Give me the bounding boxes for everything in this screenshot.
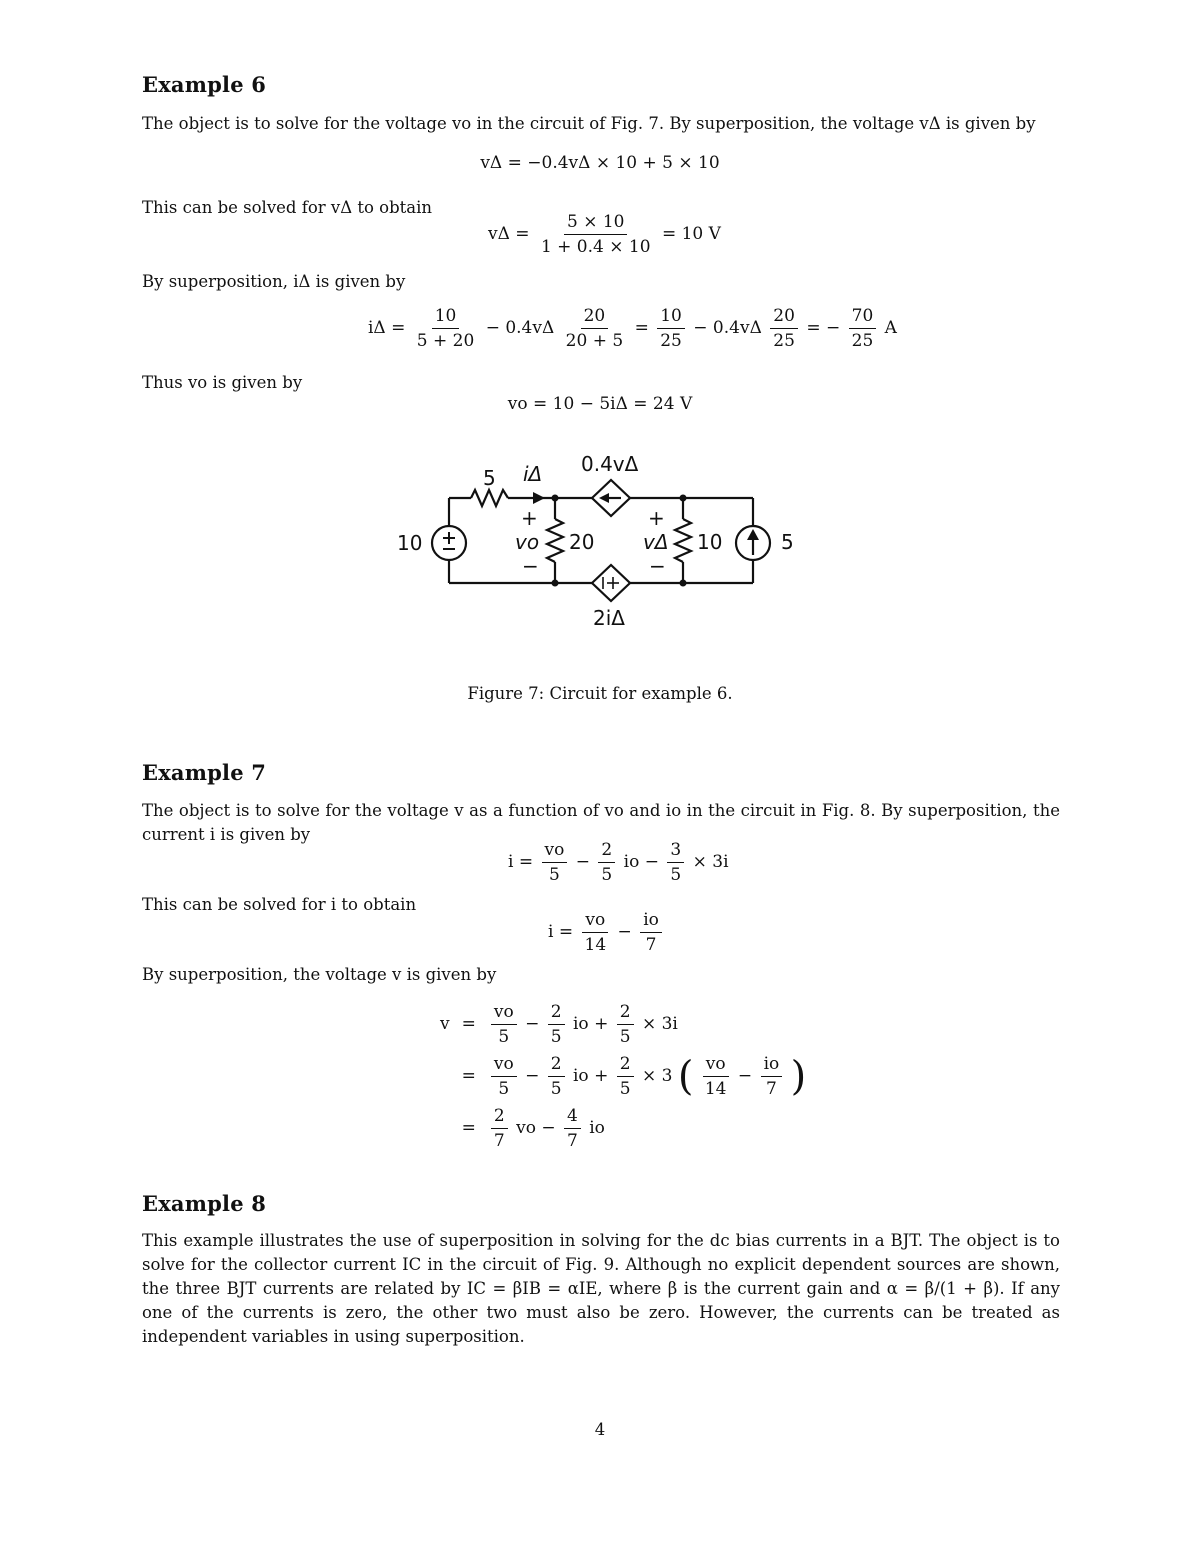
resistor-20 <box>547 519 563 562</box>
fraction: $\frac{3}{5}$ <box>667 840 684 885</box>
equation-v-delta-solution: vΔ = $\frac{5 \times 10}{1 + 0.4 \times 10}$ = 10 V <box>488 212 721 257</box>
label-i-delta: iΔ <box>523 462 543 486</box>
fraction: $\frac{2}{5}$ <box>617 1054 634 1099</box>
node-dot <box>680 495 687 502</box>
example-8-body: This example illustrates the use of superposition in solving for the dc bias currents in a BJT. The object is to solve for the collector current IC in the circuit of Fig. 9. Although no explicit dependent sources are shown, the three BJT currents are related by IC = βIB = αIE, where β is the current gain and α = β/(1 + β). If any one of the currents is zero, the other two must also be zero. However, the currents can be treated as independent variables in using superposition. <box>142 1231 1060 1346</box>
label-resistor-10: 10 <box>697 530 723 554</box>
fraction: $\frac{2}{7}$ <box>491 1106 508 1151</box>
node-dot <box>680 580 687 587</box>
fraction: $\frac{70}{25}$ <box>849 306 877 351</box>
figure-7-caption: Figure 7: Circuit for example 6. <box>467 684 733 703</box>
equation-i: i = $\frac{vo}{5}$ − $\frac{2}{5}$ io − $\frac{3}{5}$ × 3i <box>508 840 729 885</box>
equation-v-aligned <box>434 998 812 1154</box>
label-plus-vo: + <box>521 506 538 530</box>
fraction: $\frac{2}{5}$ <box>617 1002 634 1047</box>
example-8-heading: Example 8 <box>142 1191 267 1216</box>
node-dot <box>552 495 559 502</box>
arrow-right-icon <box>533 492 545 504</box>
fraction: $\frac{vo}{14}$ <box>702 1054 730 1099</box>
label-dependent-voltage: 2iΔ <box>593 606 625 630</box>
fraction: $\frac{vo}{5}$ <box>491 1002 517 1047</box>
arrow-left-icon <box>599 493 621 503</box>
fraction: $\frac{10}{5 + 20}$ <box>416 306 475 351</box>
label-resistor-5: 5 <box>483 466 496 490</box>
node-dot <box>552 580 559 587</box>
equation-row: = $\frac{vo}{5}$ − $\frac{2}{5}$ io + $\frac{2}{5}$ × 3 ( $\frac{vo}{14}$ − $\frac{io}{7}$ ) <box>461 1053 807 1099</box>
fraction: $\frac{vo}{14}$ <box>582 910 610 955</box>
example-6-intro: The object is to solve for the voltage vo in the circuit of Fig. 7. By superposition, the voltage vΔ is given by <box>142 114 1036 133</box>
equation-vo: vo = 10 − 5iΔ = 24 V <box>507 394 693 414</box>
circuit-figure-7 <box>385 445 815 640</box>
example-6-solve-text: This can be solved for vΔ to obtain <box>142 198 433 217</box>
page-number: 4 <box>594 1420 606 1439</box>
label-resistor-20: 20 <box>569 530 595 554</box>
example-7-intro: The object is to solve for the voltage v as a function of vo and io in the circuit in Fig. 8. By superposition, the current i is given by <box>142 801 1060 844</box>
arrow-up-icon <box>747 529 759 555</box>
fraction: $\frac{10}{25}$ <box>657 306 685 351</box>
resistor-5 <box>471 490 508 506</box>
plus-minus-icon <box>603 577 619 589</box>
example-7-superposition-text: By superposition, the voltage v is given by <box>142 965 497 984</box>
example-6-superposition-text: By superposition, iΔ is given by <box>142 272 406 291</box>
fraction: $\frac{vo}{5}$ <box>491 1054 517 1099</box>
label-current-source: 5 <box>781 530 794 554</box>
resistor-10 <box>675 519 691 562</box>
fraction: $\frac{5 \times 10}{1 + 0.4 \times 10}$ <box>540 212 651 257</box>
example-6-thus-text: Thus vo is given by <box>142 373 303 392</box>
fraction: $\frac{vo}{5}$ <box>542 840 568 885</box>
equation-i-delta: iΔ = $\frac{10}{5 + 20}$ − 0.4vΔ $\frac{20}{20 + 5}$ = $\frac{10}{25}$ − 0.4vΔ $\frac{20}{25}$ = − $\frac{70}{25}$ A <box>368 306 897 351</box>
fraction: $\frac{2}{5}$ <box>548 1054 565 1099</box>
fraction: $\frac{io}{7}$ <box>761 1054 783 1099</box>
label-minus-vo: − <box>522 554 539 578</box>
label-vo: vo <box>515 530 540 554</box>
label-plus-vd: + <box>648 506 665 530</box>
equation-i-solution: i = $\frac{vo}{14}$ − $\frac{io}{7}$ <box>548 910 665 955</box>
example-6-heading: Example 6 <box>142 72 267 97</box>
fraction: $\frac{4}{7}$ <box>564 1106 581 1151</box>
fraction: $\frac{2}{5}$ <box>548 1002 565 1047</box>
fraction: $\frac{20}{25}$ <box>770 306 798 351</box>
fraction: $\frac{io}{7}$ <box>640 910 662 955</box>
fraction: $\frac{2}{5}$ <box>598 840 615 885</box>
label-minus-vd: − <box>649 554 666 578</box>
label-v-delta: vΔ <box>643 530 669 554</box>
equation-v-delta: vΔ = −0.4vΔ × 10 + 5 × 10 <box>480 153 720 173</box>
equation-row: v = $\frac{vo}{5}$ − $\frac{2}{5}$ io + $\frac{2}{5}$ × 3i <box>440 1001 678 1047</box>
fraction: $\frac{20}{20 + 5}$ <box>565 306 624 351</box>
example-7-heading: Example 7 <box>142 760 267 785</box>
example-7-solve-text: This can be solved for i to obtain <box>142 895 417 914</box>
plus-minus-icon <box>443 532 455 549</box>
label-voltage-source: 10 <box>397 531 423 555</box>
equation-row: = $\frac{2}{7}$ vo − $\frac{4}{7}$ io <box>461 1105 605 1151</box>
label-dependent-current: 0.4vΔ <box>581 452 639 476</box>
